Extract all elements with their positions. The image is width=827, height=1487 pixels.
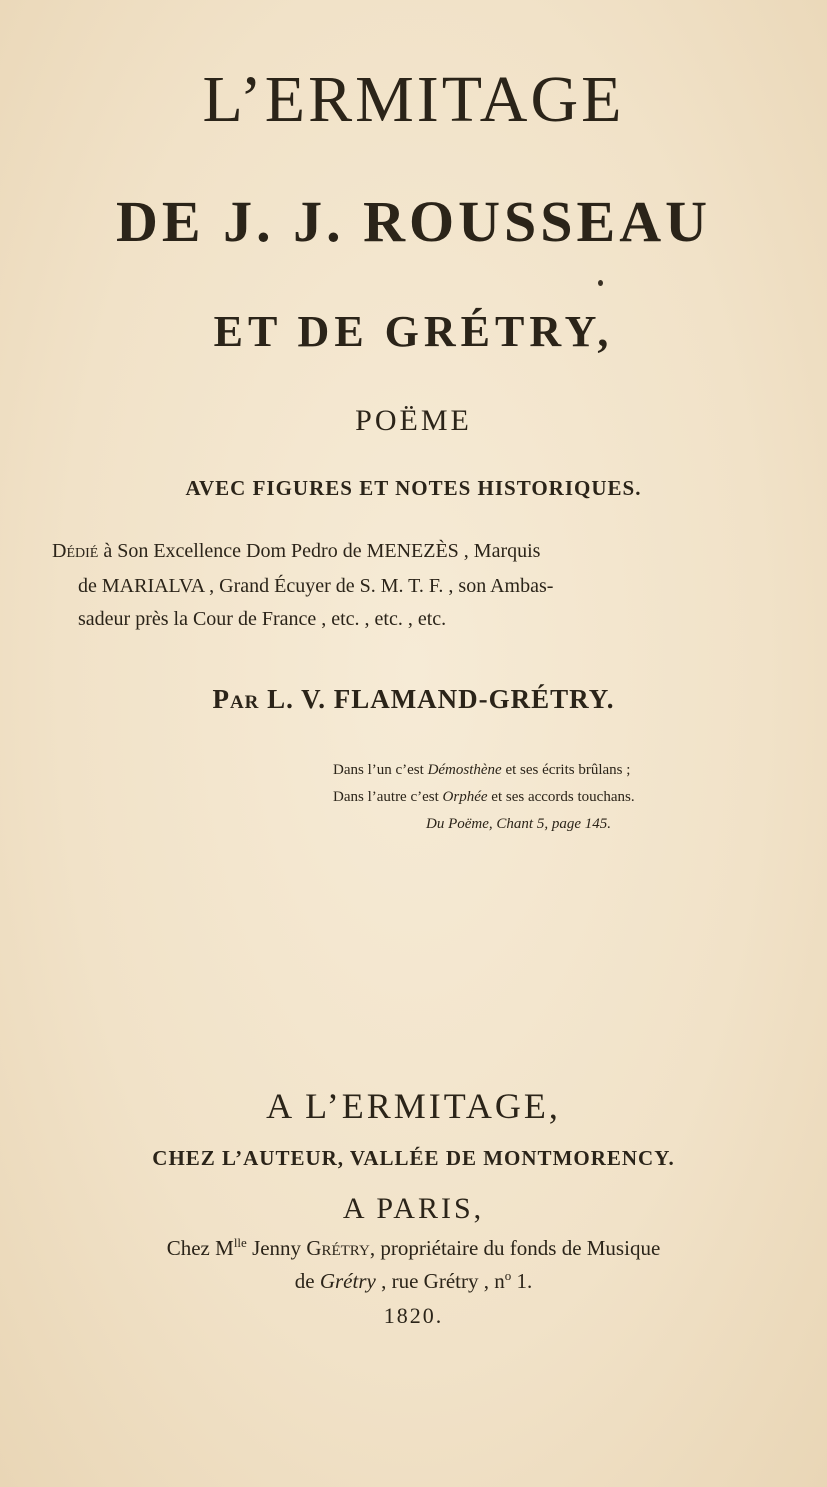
epigraph-text: Dans l’autre c’est	[333, 789, 443, 805]
imprint-sup: lle	[233, 1235, 247, 1250]
title-line-3: ET DE GRÉTRY,	[213, 307, 614, 356]
dedication-line-2: de MARIALVA , Grand Écuyer de S. M. T. F. , son Ambas-	[78, 575, 554, 597]
imprint-place-1: A L’ERMITAGE,	[266, 1086, 561, 1126]
dedication-line-1	[52, 540, 732, 563]
imprint-sup: o	[504, 1268, 512, 1283]
epigraph-name: Démosthène	[427, 762, 502, 778]
title-line-1: L’ERMITAGE	[202, 63, 625, 136]
imprint-chez-2	[0, 1235, 827, 1261]
author-line	[0, 684, 827, 715]
author-name: L. V. FLAMAND-GRÉTRY.	[259, 684, 615, 714]
imprint-place-2: A PARIS,	[342, 1192, 485, 1225]
imprint-name: Grétry	[306, 1236, 370, 1260]
author-par: Par	[212, 684, 260, 714]
imprint-text: 1.	[511, 1269, 533, 1293]
imprint-text: , propriétaire du fonds de Musique	[369, 1236, 661, 1260]
dedication-line-3: sadeur près la Cour de France , etc. , etc. , etc.	[78, 608, 447, 630]
epigraph-text: Dans l’un c’est	[333, 762, 428, 778]
imprint-name: Grétry	[319, 1269, 376, 1293]
imprint-text: Jenny	[246, 1236, 307, 1260]
imprint-chez-1: CHEZ L’AUTEUR, VALLÉE DE MONTMORENCY.	[152, 1146, 675, 1170]
dedication-word: Dédié	[52, 540, 99, 562]
imprint-year: 1820.	[383, 1303, 444, 1328]
imprint-text: Chez M	[166, 1236, 234, 1260]
ink-dot	[598, 280, 603, 286]
subtitle: AVEC FIGURES ET NOTES HISTORIQUES.	[185, 476, 642, 500]
imprint-text: de	[294, 1269, 320, 1293]
epigraph-line-1	[333, 762, 630, 779]
dedication-line-1-text: à Son Excellence Dom Pedro de MENEZÈS , Marquis	[98, 540, 541, 562]
epigraph-source: Du Poëme, Chant 5, page 145.	[426, 816, 611, 832]
epigraph-name: Orphée	[442, 789, 488, 805]
imprint-address	[0, 1268, 827, 1294]
epigraph-text: et ses écrits brûlans ;	[501, 762, 631, 778]
epigraph-text: et ses accords touchans.	[487, 789, 635, 805]
genre-label: POËME	[355, 404, 472, 437]
imprint-text: , rue Grétry , n	[375, 1269, 505, 1293]
title-line-2: DE J. J. ROUSSEAU	[116, 189, 711, 254]
epigraph-line-2	[333, 789, 635, 806]
